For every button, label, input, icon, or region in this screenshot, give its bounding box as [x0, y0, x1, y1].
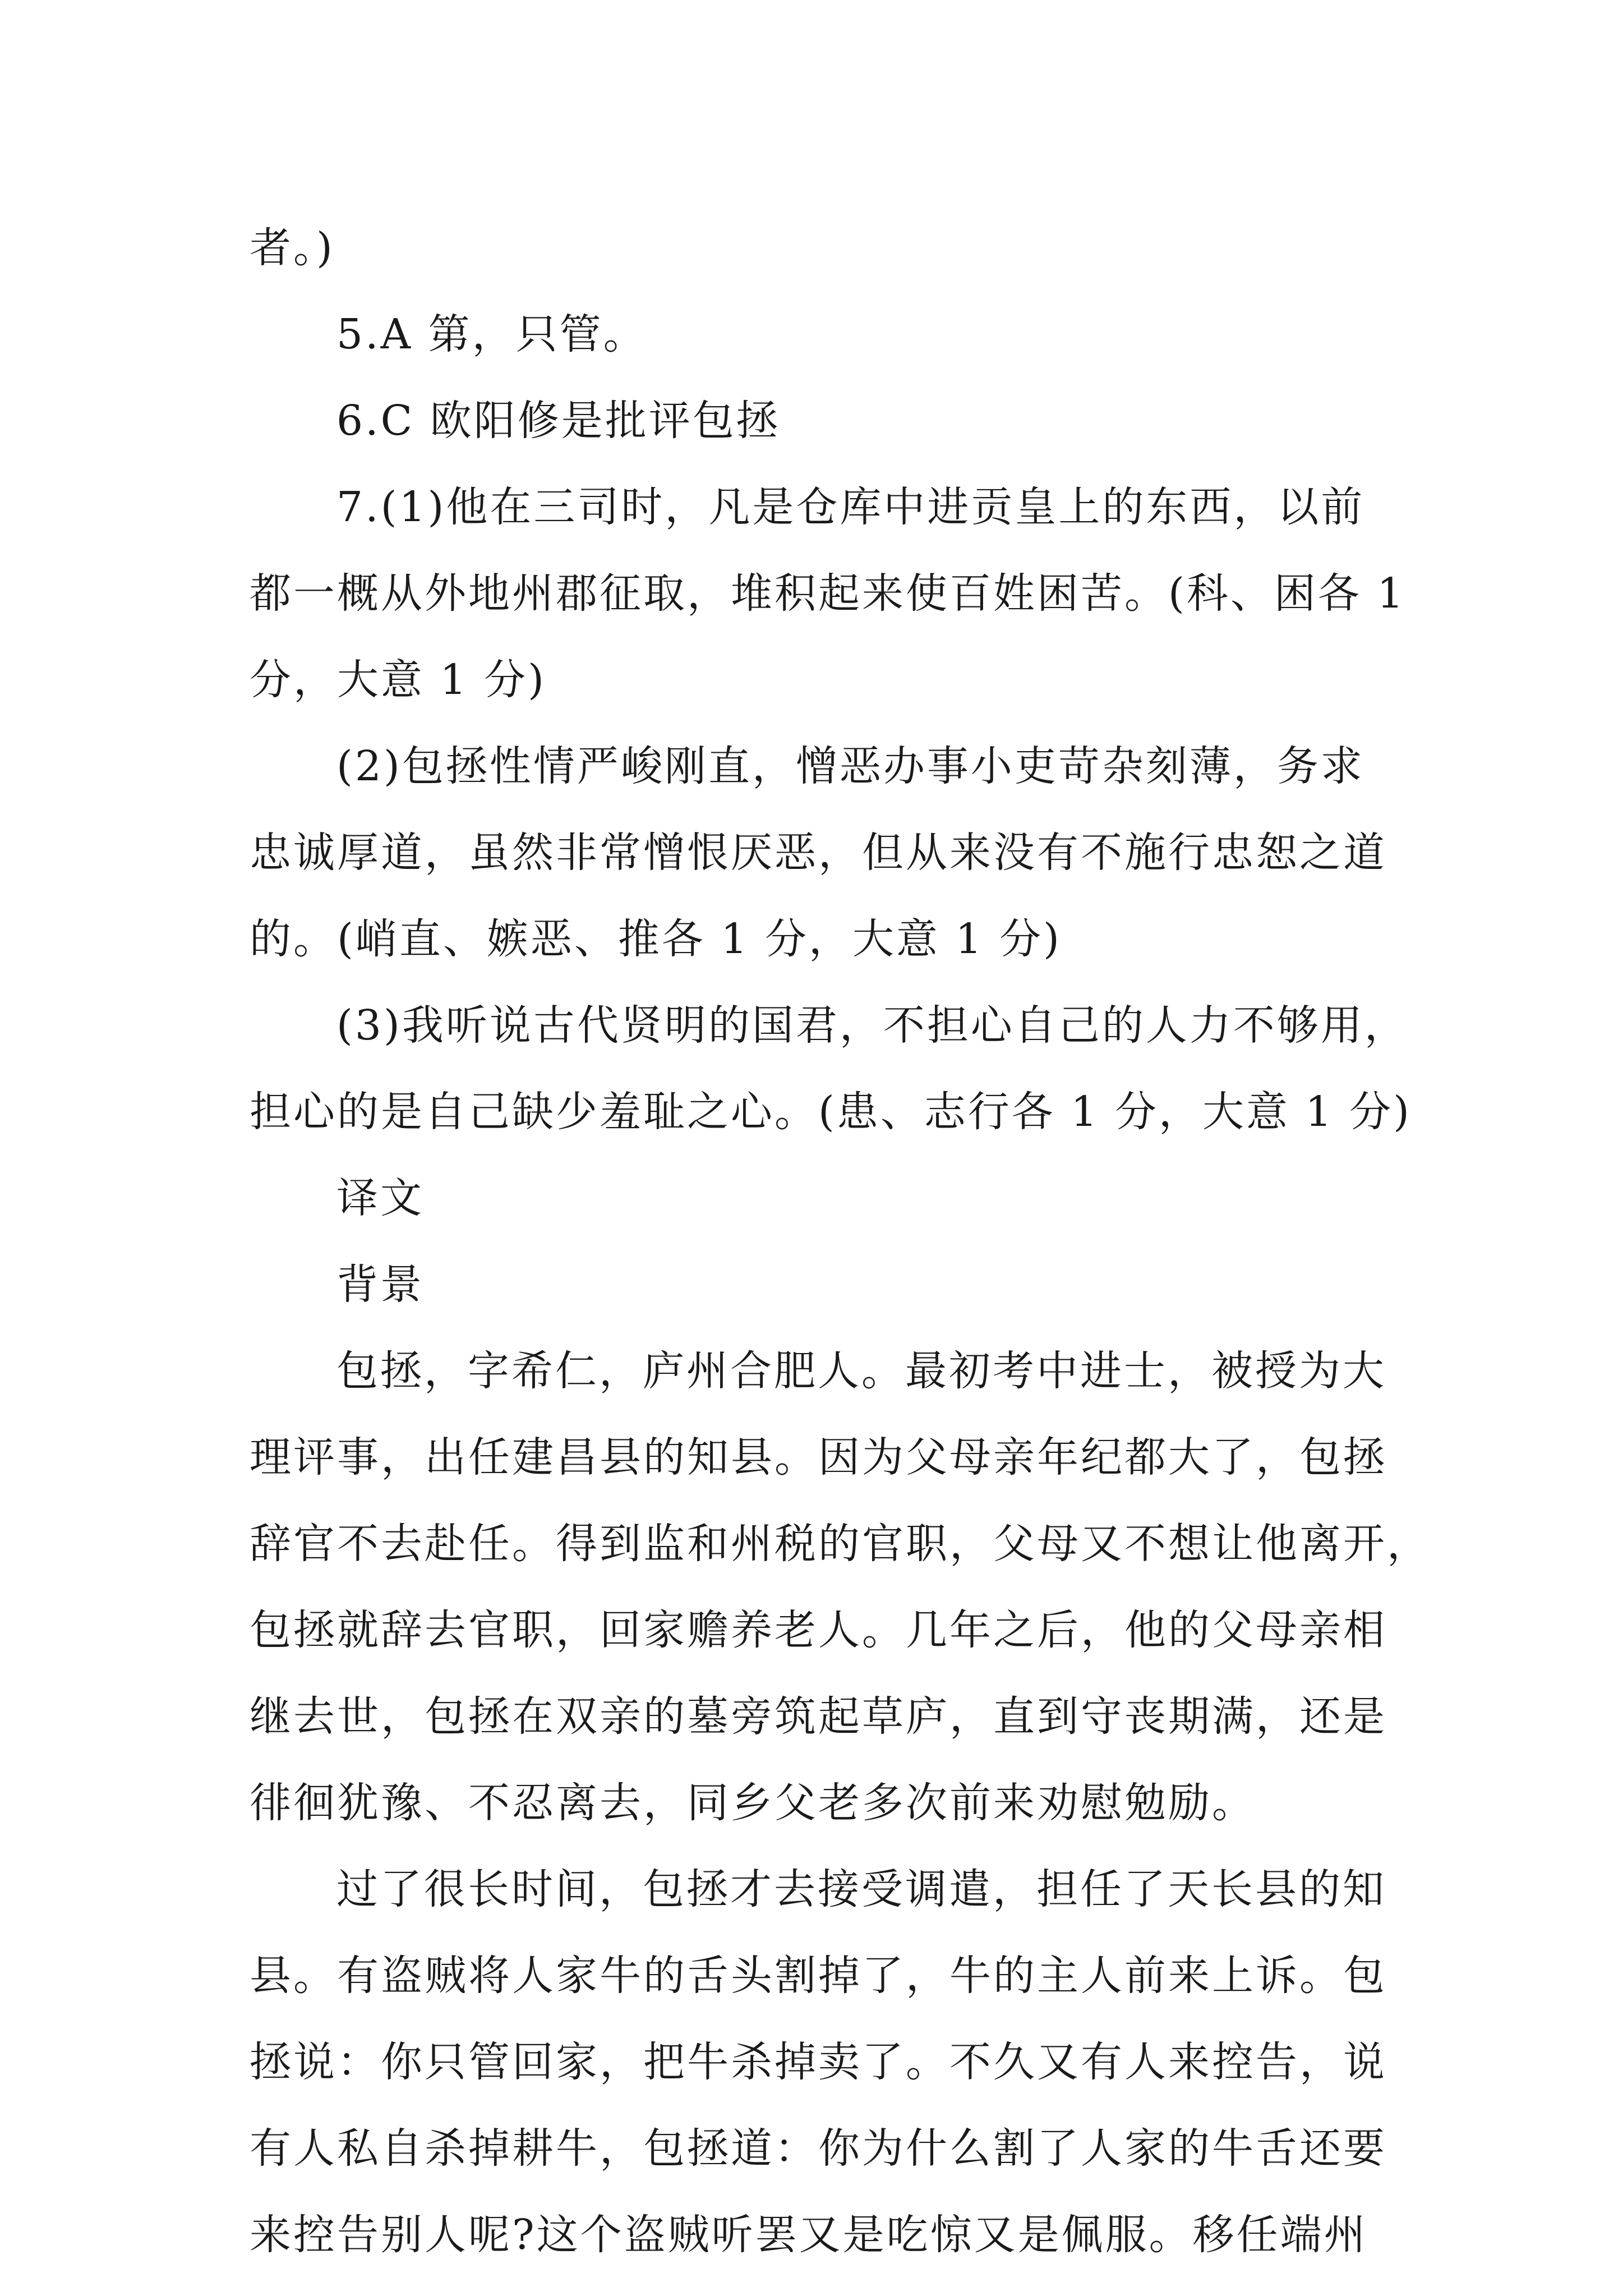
text-line: 辞官不去赴任。得到监和州税的官职，父母又不想让他离开，: [250, 1520, 1431, 1568]
text-line: 者。): [250, 224, 335, 272]
text-line: 包拯，字希仁，庐州合肥人。最初考中进士，被授为大: [336, 1347, 1386, 1395]
text-line: (2)包拯性情严峻刚直，憎恶办事小吏苛杂刻薄，务求: [336, 742, 1364, 790]
text-line: 包拯就辞去官职，回家赡养老人。几年之后，他的父母亲相: [250, 1606, 1387, 1654]
text-line: 忠诚厚道，虽然非常憎恨厌恶，但从来没有不施行忠恕之道: [250, 829, 1387, 877]
text-line: 7.(1)他在三司时，凡是仓库中进贡皇上的东西，以前: [336, 483, 1365, 531]
text-line: 5.A 第，只管。: [336, 310, 647, 358]
text-line: 6.C 欧阳修是批评包拯: [336, 397, 780, 445]
text-line: 县。有盗贼将人家牛的舌头割掉了，牛的主人前来上诉。包: [250, 1952, 1387, 2000]
text-line: (3)我听说古代贤明的国君，不担心自己的人力不够用，: [336, 1001, 1408, 1050]
section-heading: 背景: [336, 1260, 424, 1309]
text-line: 有人私自杀掉耕牛，包拯道：你为什么割了人家的牛舌还要: [250, 2124, 1387, 2173]
text-line: 继去世，包拯在双亲的墓旁筑起草庐，直到守丧期满，还是: [250, 1692, 1387, 1741]
text-line: 都一概从外地州郡征取，堆积起来使百姓困苦。(科、困各 1: [250, 569, 1406, 618]
text-line: 的。(峭直、嫉恶、推各 1 分，大意 1 分): [250, 915, 1062, 963]
text-line: 理评事，出任建昌县的知县。因为父母亲年纪都大了，包拯: [250, 1433, 1387, 1481]
text-line: 过了很长时间，包拯才去接受调遣，担任了天长县的知: [336, 1865, 1386, 1913]
text-line: 来控告别人呢?这个盗贼听罢又是吃惊又是佩服。移任端州: [250, 2211, 1368, 2259]
text-line: 分，大意 1 分): [250, 656, 546, 704]
text-line: 担心的是自己缺少羞耻之心。(患、志行各 1 分，大意 1 分): [250, 1088, 1412, 1136]
section-heading: 译文: [336, 1174, 424, 1222]
text-line: 徘徊犹豫、不忍离去，同乡父老多次前来劝慰勉励。: [250, 1779, 1256, 1827]
text-line: 拯说：你只管回家，把牛杀掉卖了。不久又有人来控告，说: [250, 2038, 1387, 2086]
